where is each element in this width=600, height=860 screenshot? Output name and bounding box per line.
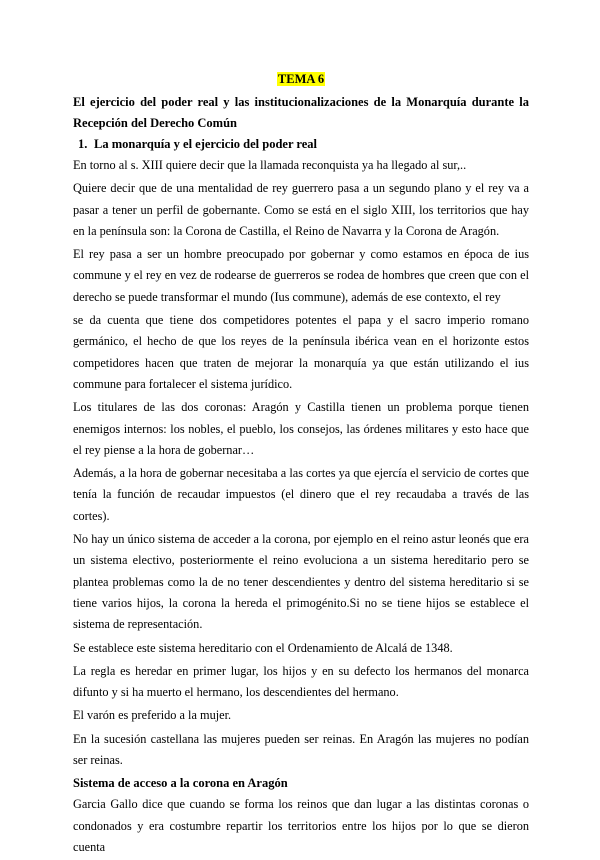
paragraph-11: En la sucesión castellana las mujeres pueden ser reinas. En Aragón las mujeres no podían ser reinas. [73,731,529,768]
paragraph-7: No hay un único sistema de acceder a la corona, por ejemplo en el reino astur leonés que era un sistema electivo, posteriormente el reino evoluciona a un sistema hereditario pero se plantea problemas como la de no tener descendientes y dentro del sistema hereditario si se tiene varios hijos, la corona la hereda el primogénito.Si no se tiene hijos se establece el sistema de representación. [73,532,529,632]
paragraph-3: El rey pasa a ser un hombre preocupado por gobernar y como estamos en época de ius commune y el rey en vez de rodearse de guerreros se rodea de hombres que creen que con el derecho se puede transformar el mundo (Ius commune), además de ese contexto, el rey [73,247,529,304]
paragraph-5: Los titulares de las dos coronas: Aragón y Castilla tienen un problema porque tienen enemigos internos: los nobles, el pueblo, los consejos, las órdenes militares y esto hace que el rey piense a la hora de gobernar… [73,400,529,457]
paragraph-2: Quiere decir que de una mentalidad de rey guerrero pasa a un segundo plano y el rey va a pasar a tener un perfil de gobernante. Como se está en el siglo XIII, los territorios que hay en la península son: la Corona de Castilla, el Reino de Navarra y la Corona de Aragón. [73,181,529,238]
paragraph-1: En torno al s. XIII quiere decir que la llamada reconquista ya ha llegado al sur,.. [73,158,467,172]
document-page [73,70,529,860]
subsection-heading: Sistema de acceso a la corona en Aragón [73,776,288,791]
paragraph-10: El varón es preferido a la mujer. [73,708,232,723]
section-title: La monarquía y el ejercicio del poder real [94,137,318,151]
topic-number-highlight: TEMA 6 [277,72,325,86]
section-number: 1. [78,137,88,151]
topic-number [73,70,529,88]
paragraph-8: Se establece este sistema hereditario con el Ordenamiento de Alcalá de 1348. [73,640,453,655]
paragraph-9: La regla es heredar en primer lugar, los hijos y en su defecto los hermanos del monarca difunto y si ha muerto el hermano, los descendientes del hermano. [73,663,529,700]
paragraph-6: Además, a la hora de gobernar necesitaba a las cortes ya que ejercía el servicio de cortes que tenía la función de recaudar impuestos (el dinero que el rey recaudaba a través de las cortes). [73,466,529,523]
section-heading [73,134,529,155]
paragraph-4: se da cuenta que tiene dos competidores potentes el papa y el sacro imperio romano germánico, el hecho de que los reyes de la península ibérica vean en el horizonte estos competidores hacen que traten de mejorar la monarquía ya que están utilizando el ius commune para fortalecer el sistema jurídico. [73,313,529,391]
document-title: El ejercicio del poder real y las institucionalizaciones de la Monarquía durante la Recepción del Derecho Común [73,95,529,130]
subsection-paragraph: Garcia Gallo dice que cuando se forma los reinos que dan lugar a las distintas coronas o condonados y era costumbre repartir los territorios entre los hijos por lo que se dieron cuenta [73,797,529,854]
